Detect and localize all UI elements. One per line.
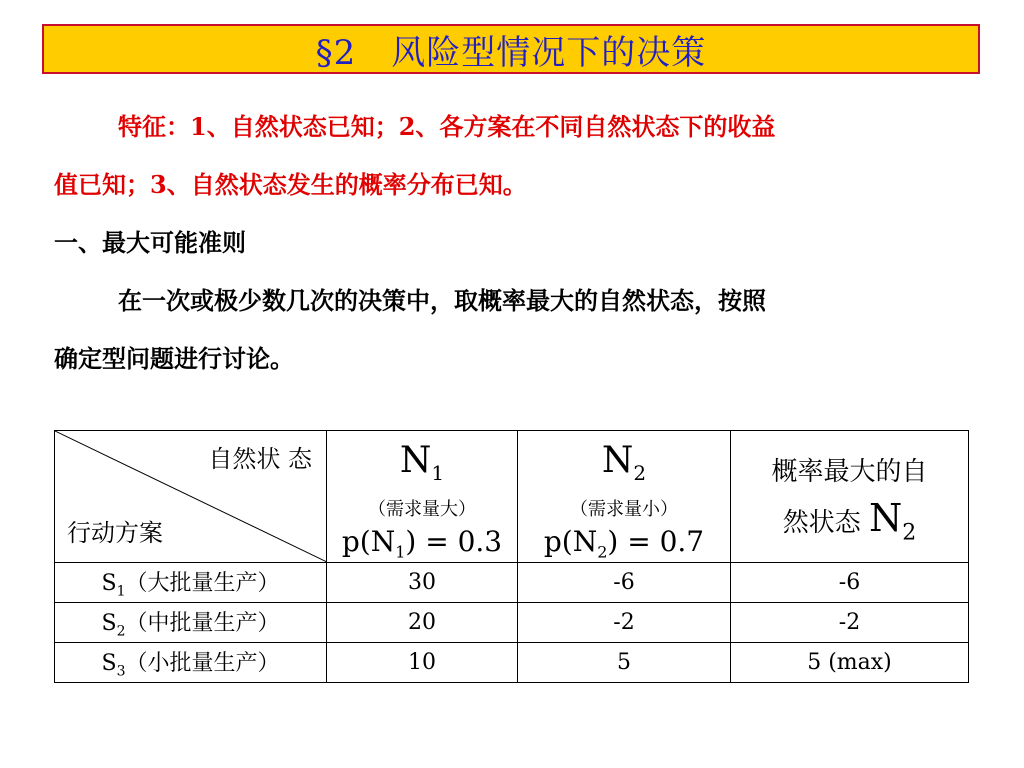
cell-best: 5 (max) <box>731 643 969 683</box>
header-n1 <box>327 431 518 563</box>
corner-top-label: 自然状 态 <box>208 445 312 473</box>
cell-n1: 10 <box>327 643 518 683</box>
slide-title: §2 风险型情况下的决策 <box>315 32 707 73</box>
title-bar <box>42 24 980 74</box>
cell-n2: -6 <box>518 563 731 603</box>
corner-bottom-label: 行动方案 <box>67 519 163 547</box>
cell-n2: 5 <box>518 643 731 683</box>
cell-best: -2 <box>731 603 969 643</box>
cell-best: -6 <box>731 563 969 603</box>
n2-desc: （需求量小） <box>570 499 678 521</box>
n1-subscript: 1 <box>431 461 445 486</box>
n2-prob-subscript: 2 <box>597 542 608 562</box>
max-prob-symbol: N <box>869 496 903 540</box>
section-heading: 一、最大可能准则 <box>54 228 246 257</box>
cell-n1: 20 <box>327 603 518 643</box>
row-label: $S_3$（小批量生产） <box>55 643 327 683</box>
header-max-prob <box>731 431 969 563</box>
n2-subscript: 2 <box>633 461 647 486</box>
max-prob-line-1: 概率最大的自 <box>771 457 928 487</box>
n1-prob-suffix: ) = 0.3 <box>405 525 503 559</box>
cell-n2: -2 <box>518 603 731 643</box>
n2-prob-suffix: ) = 0.7 <box>607 525 705 559</box>
features-line-1: 特征：1、自然状态已知；2、各方案在不同自然状态下的收益 <box>118 112 776 141</box>
body-line-2: 确定型问题进行讨论。 <box>54 344 294 373</box>
features-line-2: 值已知；3、自然状态发生的概率分布已知。 <box>54 170 527 199</box>
row-label: $S_1$（大批量生产） <box>55 563 327 603</box>
table-row <box>55 603 969 643</box>
body-line-1: 在一次或极少数几次的决策中，取概率最大的自然状态，按照 <box>118 286 766 315</box>
n1-prob-prefix: p(N <box>341 525 396 559</box>
n1-symbol: N <box>399 440 432 481</box>
row-label: $S_2$（中批量生产） <box>55 603 327 643</box>
n1-desc: （需求量大） <box>368 499 476 521</box>
max-prob-line-2: 然状态 <box>782 508 861 538</box>
n2-symbol: N <box>601 440 634 481</box>
table-header-row <box>55 431 969 563</box>
table-row <box>55 563 969 603</box>
n2-prob-prefix: p(N <box>543 525 598 559</box>
payoff-table <box>54 430 969 683</box>
cell-n1: 30 <box>327 563 518 603</box>
table-row <box>55 643 969 683</box>
corner-cell <box>55 431 327 563</box>
header-n2 <box>518 431 731 563</box>
max-prob-subscript: 2 <box>902 520 917 546</box>
n1-prob-subscript: 1 <box>395 542 406 562</box>
